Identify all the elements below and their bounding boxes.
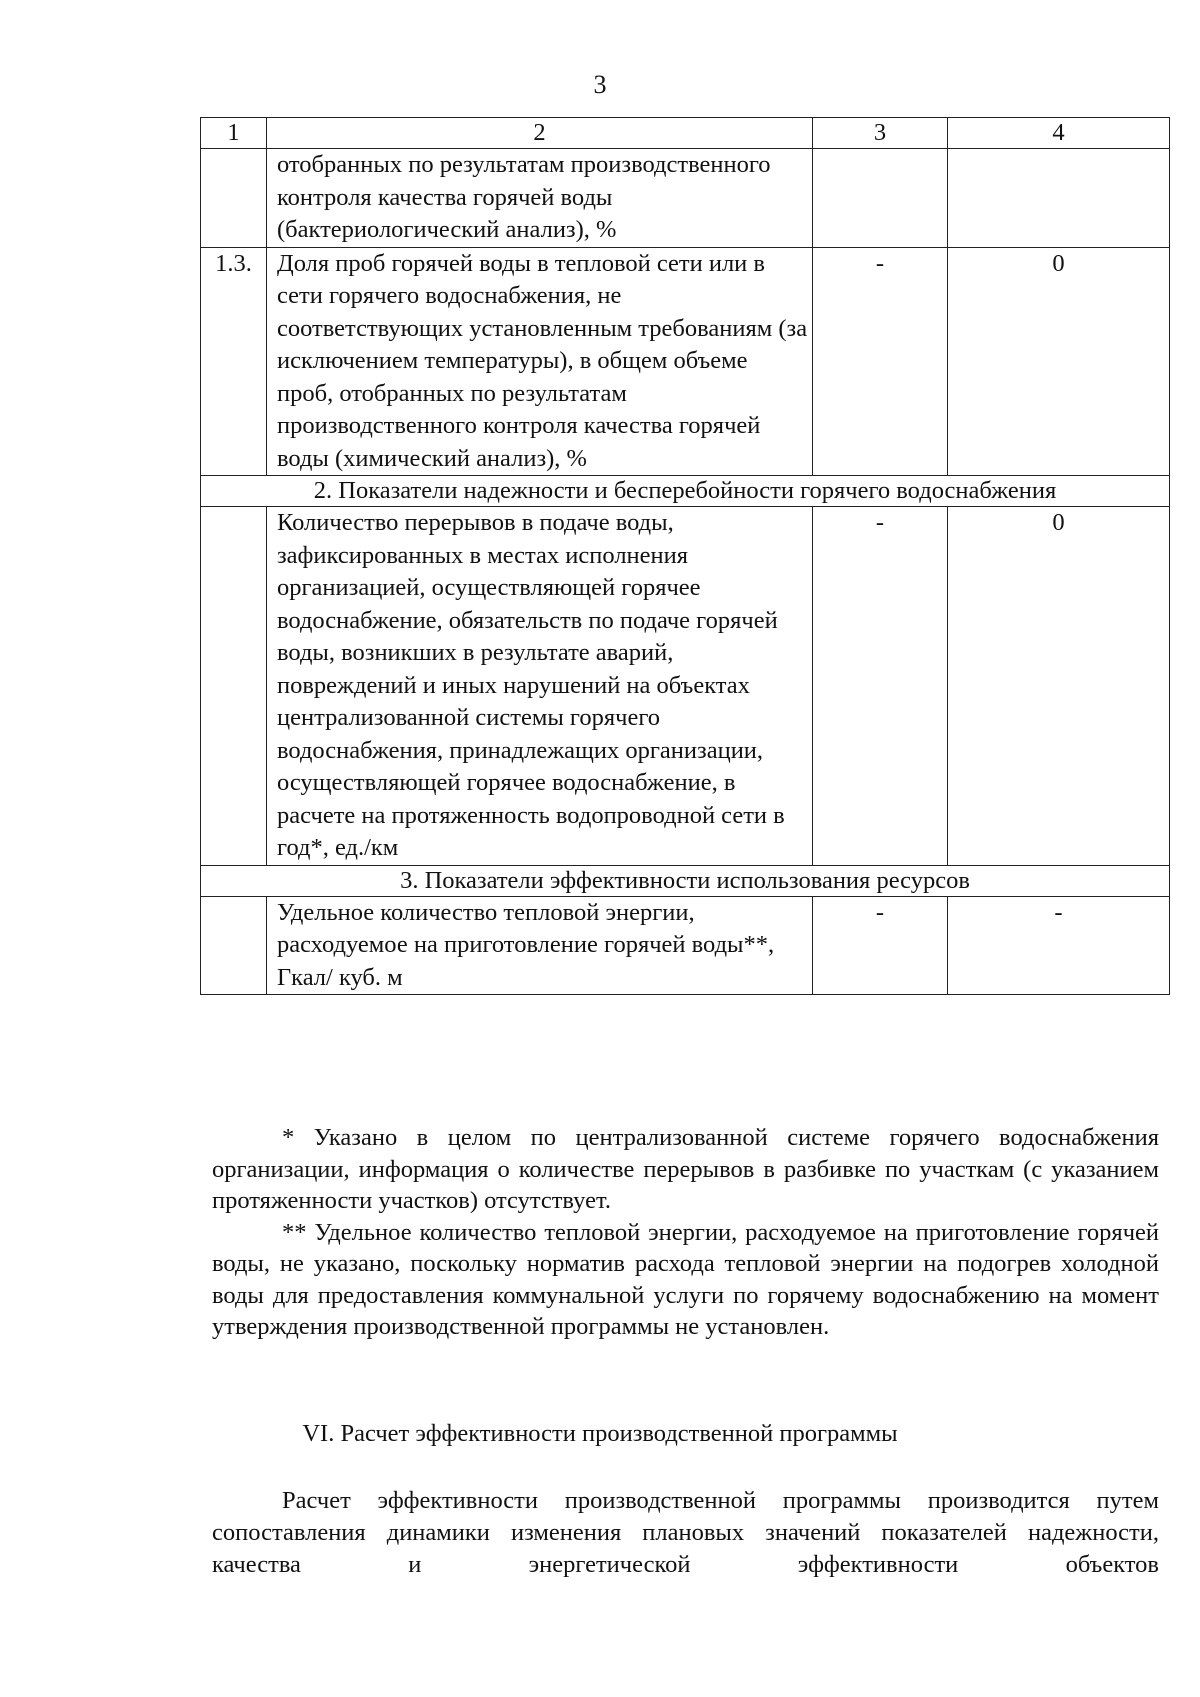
footnote-2: ** Удельное количество тепловой энергии, расходуемое на приготовление горячей воды, не указано, поскольку норматив расхода тепловой энергии на подогрев холодной воды для предоставления коммунальной услуги по горячему водоснабжению на момент утверждения производственной программы не установлен. [212, 1218, 1159, 1340]
row-col3-value [813, 149, 948, 248]
row-col3-value: - [813, 247, 948, 476]
row-number [201, 149, 267, 248]
table-row [201, 896, 1170, 995]
section-title-3: 3. Показатели эффективности использования ресурсов [201, 865, 1170, 896]
section-title-2: 2. Показатели надежности и бесперебойности горячего водоснабжения [201, 476, 1170, 507]
section-heading: VI. Расчет эффективности производственной программы [302, 1420, 898, 1447]
row-description: Количество перерывов в подаче воды, зафиксированных в местах исполнения организацией, осуществляющей горячее водоснабжение, обязательств по подаче горячей воды, возникших в результате аварий, повреждений и иных нарушений на объектах централизованной системы горячего водоснабжения, принадлежащих организации, осуществляющей горячее водоснабжение, в расчете на протяженность водопроводной сети в год*, ед./км [267, 507, 813, 866]
row-col3-value: - [813, 507, 948, 866]
header-cell-1: 1 [201, 118, 267, 149]
row-number [201, 507, 267, 866]
header-cell-2: 2 [267, 118, 813, 149]
row-col4-value: - [948, 896, 1170, 995]
row-col4-value [948, 149, 1170, 248]
section-row [201, 476, 1170, 507]
table-row [201, 149, 1170, 248]
section-row [201, 865, 1170, 896]
footnote-1: * Указано в целом по централизованной системе горячего водоснабжения организации, информация о количестве перерывов в разбивке по участкам (с указанием протяженности участков) отсутствует. [212, 1124, 1159, 1214]
row-description: Доля проб горячей воды в тепловой сети или в сети горячего водоснабжения, не соответствующих установленным требованиям (за исключением температуры), в общем объеме проб, отобранных по результатам производственного контроля качества горячей воды (химический анализ), % [267, 247, 813, 476]
row-number [201, 896, 267, 995]
table-row [201, 247, 1170, 476]
table-header-row [201, 118, 1170, 149]
row-col4-value: 0 [948, 247, 1170, 476]
footnotes [212, 1122, 1159, 1343]
row-col3-value: - [813, 896, 948, 995]
row-description: отобранных по результатам производственного контроля качества горячей воды (бактериологический анализ), % [267, 149, 813, 248]
indicators-table [200, 117, 1170, 995]
row-description: Удельное количество тепловой энергии, расходуемое на приготовление горячей воды**, Гкал/ куб. м [267, 896, 813, 995]
row-number: 1.3. [201, 247, 267, 476]
page-number: 3 [593, 70, 607, 99]
header-cell-3: 3 [813, 118, 948, 149]
row-col4-value: 0 [948, 507, 1170, 866]
header-cell-4: 4 [948, 118, 1170, 149]
table-row [201, 507, 1170, 866]
body-paragraph [212, 1485, 1159, 1581]
body-paragraph-text: Расчет эффективности производственной программы производится путем сопоставления динамики изменения плановых значений показателей надежности, качества и энергетической эффективности объектов [212, 1487, 1159, 1578]
